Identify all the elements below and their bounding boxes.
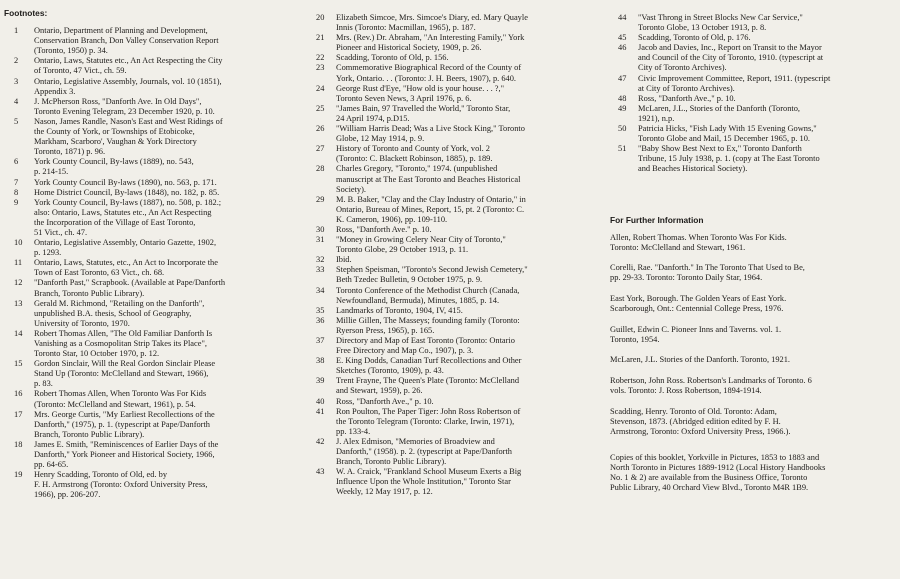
footnote-number: 43 [316,467,325,477]
further-information-list [608,233,894,437]
footnote-number: 2 [14,56,19,66]
footnote-item [4,198,300,238]
footnote-item [608,144,894,174]
footnote-text: "William Harris Dead; Was a Live Stock King," Toronto Globe, 12 May 1914, p. 9. [336,124,525,144]
footnotes-heading: Footnotes: [4,8,48,18]
footnote-number: 32 [316,255,325,265]
footnote-number: 31 [316,235,325,245]
footnote-number: 45 [618,33,627,43]
footnote-number: 21 [316,33,325,43]
footnote-number: 16 [14,389,23,399]
footnote-item [306,356,602,376]
footnote-item [4,178,300,188]
footnote-text: Robert Thomas Allen, When Toronto Was For Kids (Toronto: McClelland and Stewart, 1961), p. 54. [34,389,207,409]
footnote-item [4,389,300,409]
footnote-text: Ontario, Department of Planning and Development, Conservation Branch, Don Valley Conservation Report (Toronto, 1950) p. 34. [34,26,219,56]
footnote-text: Mrs. George Curtis, "My Earliest Recollections of the Danforth," (1975), p. 1. (typescript at Pape/Danforth Branch, Toronto Public Library). [34,409,215,439]
footnote-item [4,26,300,56]
footnote-number: 26 [316,124,325,134]
footnote-text: Trent Frayne, The Queen's Plate (Toronto: McClelland and Stewart, 1959), p. 26. [336,376,520,396]
footnote-item [608,43,894,73]
footnote-item [4,410,300,440]
footnote-text: Ron Poulton, The Paper Tiger: John Ross Robertson of the Toronto Telegram (Toronto: Clarke, Irwin, 1971), pp. 133-4. [336,406,521,436]
footnote-number: 8 [14,187,19,197]
footnote-text: Ontario, Laws, Statutes etc., An Act Respecting the City of Toronto, 47 Vict., ch. 59. [34,56,223,76]
footnote-item [306,104,602,124]
footnote-item [4,359,300,389]
footnote-item [608,74,894,94]
footnote-text: History of Toronto and County of York, vol. 2 (Toronto: C. Blackett Robinson, 1885), p. 189. [336,144,493,164]
footnote-number: 22 [316,53,325,63]
footnote-item [306,33,602,53]
footnote-text: Charles Gregory, "Toronto," 1974. (unpublished manuscript at The East Toronto and Beaches Historical Society). [336,164,521,194]
footnote-text: Jacob and Davies, Inc., Report on Transit to the Mayor and Council of the City of Toronto, 1910. (typescript at City of Toronto Archives). [638,43,824,73]
footnote-text: York County Council, By-laws (1887), no. 508, p. 182.; also: Ontario, Laws, Statutes etc., An Act Respecting the Incorporation of the Village of East Toronto, 51 Vict., ch. 47. [34,197,222,237]
footnote-number: 1 [14,26,19,36]
footnote-list-3 [608,13,894,175]
footnote-number: 40 [316,396,325,406]
footnote-number: 3 [14,76,19,86]
footnote-number: 30 [316,224,325,234]
footnote-text: Robert Thomas Allen, "The Old Familiar Danforth Is Vanishing as a Cosmopolitan Strip Takes its Place", Toronto Star, 10 October 1970, p. 12. [34,328,213,359]
footnote-number: 51 [618,144,627,154]
footnote-item [4,470,300,500]
footnote-number: 29 [316,194,325,204]
footnote-item [4,97,300,117]
footnote-text: "Money in Growing Celery Near City of Toronto," Toronto Globe, 29 October 1913, p. 11. [336,235,506,255]
footnote-item [608,13,894,33]
footnote-text: James E. Smith, "Reminiscences of Earlier Days of the Danforth," York Pioneer and Historical Society, 1966, pp. 64-65. [34,439,219,470]
footnote-item [306,235,602,255]
footnote-number: 42 [316,436,325,446]
footnote-number: 15 [14,359,23,369]
footnote-number: 48 [618,93,627,103]
footnote-item [4,299,300,329]
footnote-number: 24 [316,83,325,93]
footnote-item [306,376,602,396]
footnote-item [306,437,602,467]
footnote-item [4,56,300,76]
footnote-number: 33 [316,265,325,275]
further-information-item: Scadding, Henry. Toronto of Old. Toronto: Adam, Stevenson, 1873. (Abridged edition edited by F. H. Armstrong, Toronto: Oxford University Press, 1966.). [610,406,791,436]
footnote-item [306,407,602,437]
footnote-item [306,336,602,356]
footnote-item [4,238,300,258]
footnotes-column-1 [4,8,300,501]
footnote-text: "James Bain, 97 Travelled the World," Toronto Star, 24 April 1974, p.D15. [336,103,511,123]
further-information-item: Allen, Robert Thomas. When Toronto Was For Kids. Toronto: McClelland and Stewart, 1961. [610,232,787,252]
footnote-number: 7 [14,177,19,187]
footnote-list-1 [4,26,300,500]
footnote-number: 19 [14,470,23,480]
footnote-item [306,63,602,83]
footnote-number: 37 [316,336,325,345]
footnote-text: M. B. Baker, "Clay and the Clay Industry of Ontario," in Ontario, Bureau of Mines, Report, 15, pt. 2 (Toronto: C. K. Cameron, 1906), pp. 109-110. [336,194,526,224]
footnote-item [306,397,602,407]
footnote-item [608,94,894,104]
footnote-item [306,306,602,316]
footnote-number: 28 [316,164,325,174]
footnote-item [4,77,300,97]
footnote-text: Civic Improvement Committee, Report, 1911. (typescript at City of Toronto Archives). [638,73,831,93]
footnote-text: York County Council, By-laws (1889), no. 543, p. 214-15. [34,157,194,177]
footnote-text: Ontario, Legislative Assembly, Journals, vol. 10 (1851), Appendix 3. [34,76,222,96]
footnote-number: 9 [14,197,19,207]
footnote-number: 36 [316,315,325,325]
footnote-number: 17 [14,409,23,419]
footnote-number: 10 [14,238,23,248]
footnote-item [306,467,602,497]
footnote-number: 46 [618,43,627,53]
footnote-text: Ontario, Legislative Assembly, Ontario Gazette, 1902, p. 1293. [34,238,217,258]
footnote-number: 13 [14,298,23,308]
further-information-item: Guillet, Edwin C. Pioneer Inns and Taverns. vol. 1. Toronto, 1954. [610,324,782,344]
footnote-item [4,117,300,157]
footnote-item [4,329,300,359]
further-information-item: McLaren, J.L. Stories of the Danforth. Toronto, 1921. [610,355,790,365]
footnote-text: York County Council By-laws (1890), no. 563, p. 171. [34,177,217,187]
footnote-text: E. King Dodds, Canadian Turf Recollections and Other Sketches (Toronto, 1909), p. 43. [336,356,522,376]
footnote-text: Ontario, Laws, Statutes, etc., An Act to Incorporate the Town of East Toronto, 63 Vict., ch. 68. [34,258,218,278]
footnote-text: Commemorative Biographical Record of the County of York, Ontario. . . (Toronto: J. H. Beers, 1907), p. 640. [336,63,522,83]
footnote-item [306,124,602,144]
footnote-number: 47 [618,73,627,83]
footnote-item [306,195,602,225]
footnote-number: 44 [618,13,627,22]
further-information-item: Corelli, Rae. "Danforth." In The Toronto That Used to Be, pp. 29-33. Toronto: Toronto Daily Star, 1964. [610,263,805,283]
footnote-item [306,316,602,336]
footnote-text: Ross, "Danforth Ave.," p. 10. [638,93,736,103]
further-information-heading: For Further Information [610,214,704,225]
footnote-number: 12 [14,278,23,288]
footnote-number: 18 [14,439,23,449]
footnote-number: 50 [618,124,627,134]
footnote-number: 49 [618,103,627,113]
footnote-number: 34 [316,285,325,295]
footnote-text: McLaren, J.L., Stories of the Danforth (Toronto, 1921), n.p. [638,103,800,123]
footnote-text: Gerald M. Richmond, "Retailing on the Danforth", unpublished B.A. thesis, School of Geography, University of Toronto, 1970. [34,298,205,328]
footnote-item [306,265,602,285]
footnote-item [306,286,602,306]
footnote-number: 5 [14,116,19,126]
footnote-text: Scadding, Toronto of Old, p. 176. [638,33,751,43]
footnote-number: 6 [14,157,19,167]
footnote-text: Toronto Conference of the Methodist Church (Canada, Newfoundland, Bermuda), Minutes, 1885, p. 14. [336,285,520,305]
further-information-item: East York, Borough. The Golden Years of East York. Scarborough, Ont.: Centennial College Press, 1976. [610,293,787,314]
footnote-text: Ross, "Danforth Ave.," p. 10. [336,396,434,406]
footnote-item [4,157,300,177]
footnote-text: Patricia Hicks, "Fish Lady With 15 Evening Gowns," Toronto Globe and Mail, 15 December 1965, p. 10. [638,124,817,144]
footnote-item [4,188,300,198]
footnote-number: 11 [14,258,23,268]
footnote-list-2 [306,13,602,498]
footnote-item [4,258,300,278]
further-information-item: Robertson, John Ross. Robertson's Landmarks of Toronto. 6 vols. Toronto: J. Ross Robertson, 1894-1914. [610,375,812,396]
footnote-text: W. A. Craick, "Frankland School Museum Exerts a Big Influence Upon the Whole Institution," Toronto Star Weekly, 12 May 1917, p. 12. [336,467,522,497]
footnote-item [306,53,602,63]
footnote-number: 4 [14,96,19,106]
footnote-text: Henry Scadding, Toronto of Old, ed. by F. H. Armstrong (Toronto: Oxford University Press, 1966), pp. 206-207. [34,470,208,500]
footnote-text: Mrs. (Rev.) Dr. Abraham, "An Interesting Family," York Pioneer and Historical Society, 1909, p. 26. [336,33,525,53]
footnote-text: "Baby Show Best Next to Ex," Toronto Danforth Tribune, 15 July 1938, p. 1. (copy at The East Toronto and Beaches Historical Society). [638,144,820,174]
footnote-item [306,225,602,235]
footnote-item [306,164,602,194]
footnote-item [608,33,894,43]
footnote-text: Stephen Speisman, "Toronto's Second Jewish Cemetery," Beth Tzedec Bulletin, 9 October 1975, p. 9. [336,265,528,285]
footnote-item [4,278,300,298]
footnote-item [306,255,602,265]
footnote-text: George Rust d'Eye, "How old is your house. . . ?," Toronto Seven News, 3 April 1976, p. 6. [336,83,504,103]
footnote-text: Directory and Map of East Toronto (Toronto: Ontario Free Directory and Map Co., 1907), p. 3. [336,336,515,356]
footnote-text: "Danforth Past," Scrapbook. (Available at Pape/Danforth Branch, Toronto Public Library). [34,278,226,298]
footnote-text: Elizabeth Simcoe, Mrs. Simcoe's Diary, ed. Mary Quayle Innis (Toronto: Macmillan, 1965), p. 187. [336,13,528,33]
footnote-item [306,13,602,33]
footnote-text: Millie Gillen, The Masseys; founding family (Toronto: Ryerson Press, 1965), p. 165. [336,315,520,335]
footnote-number: 23 [316,63,325,73]
footnote-number: 27 [316,144,325,154]
footnote-item [306,84,602,104]
footnote-item [306,144,602,164]
footnote-text: Landmarks of Toronto, 1904, IV, 415. [336,305,463,315]
footnote-text: J. Alex Edmison, "Memories of Broadview and Danforth," (1958). p. 2. (typescript at Pape/Danforth Branch, Toronto Public Library). [336,436,512,467]
copies-note: Copies of this booklet, Yorkville in Pictures, 1853 to 1883 and North Toronto in Pictures 1889-1912 (Local History Handbooks No. 1 & 2) are available from the Business Office, Toronto Public Library, 40 Orchard View Blvd., Toronto M4R 1B9. [610,452,826,493]
footnote-text: Ross, "Danforth Ave." p. 10. [336,224,432,234]
footnote-number: 41 [316,406,325,416]
footnote-item [608,104,894,124]
footnotes-column-3 [608,13,894,493]
footnote-text: "Vast Throng in Street Blocks New Car Service," Toronto Globe, 13 October 1913, p. 8. [638,13,803,33]
footnote-number: 35 [316,305,325,315]
footnotes-column-2 [306,13,602,498]
footnote-number: 25 [316,103,325,113]
footnote-item [4,440,300,470]
footnote-text: J. McPherson Ross, "Danforth Ave. In Old Days", Toronto Evening Telegram, 23 December 1920, p. 10. [34,96,215,116]
footnote-text: Gordon Sinclair, Will the Real Gordon Sinclair Please Stand Up (Toronto: McClelland and Stewart, 1966), p. 83. [34,359,216,389]
footnote-text: Scadding, Toronto of Old, p. 156. [336,53,449,63]
footnote-number: 38 [316,356,325,366]
footnote-item [608,124,894,144]
footnote-number: 39 [316,376,325,386]
footnote-number: 20 [316,13,325,22]
footnote-text: Nason, James Randle, Nason's East and West Ridings of the County of York, or Townships of Etobicoke, Markham, Scarboro', Vaughan & York Directory Toronto, 1871) p. 96. [34,116,223,157]
footnote-text: Home District Council, By-laws (1848), no. 182, p. 85. [34,187,220,197]
footnote-text: Ibid. [336,255,352,265]
footnote-number: 14 [14,328,23,338]
